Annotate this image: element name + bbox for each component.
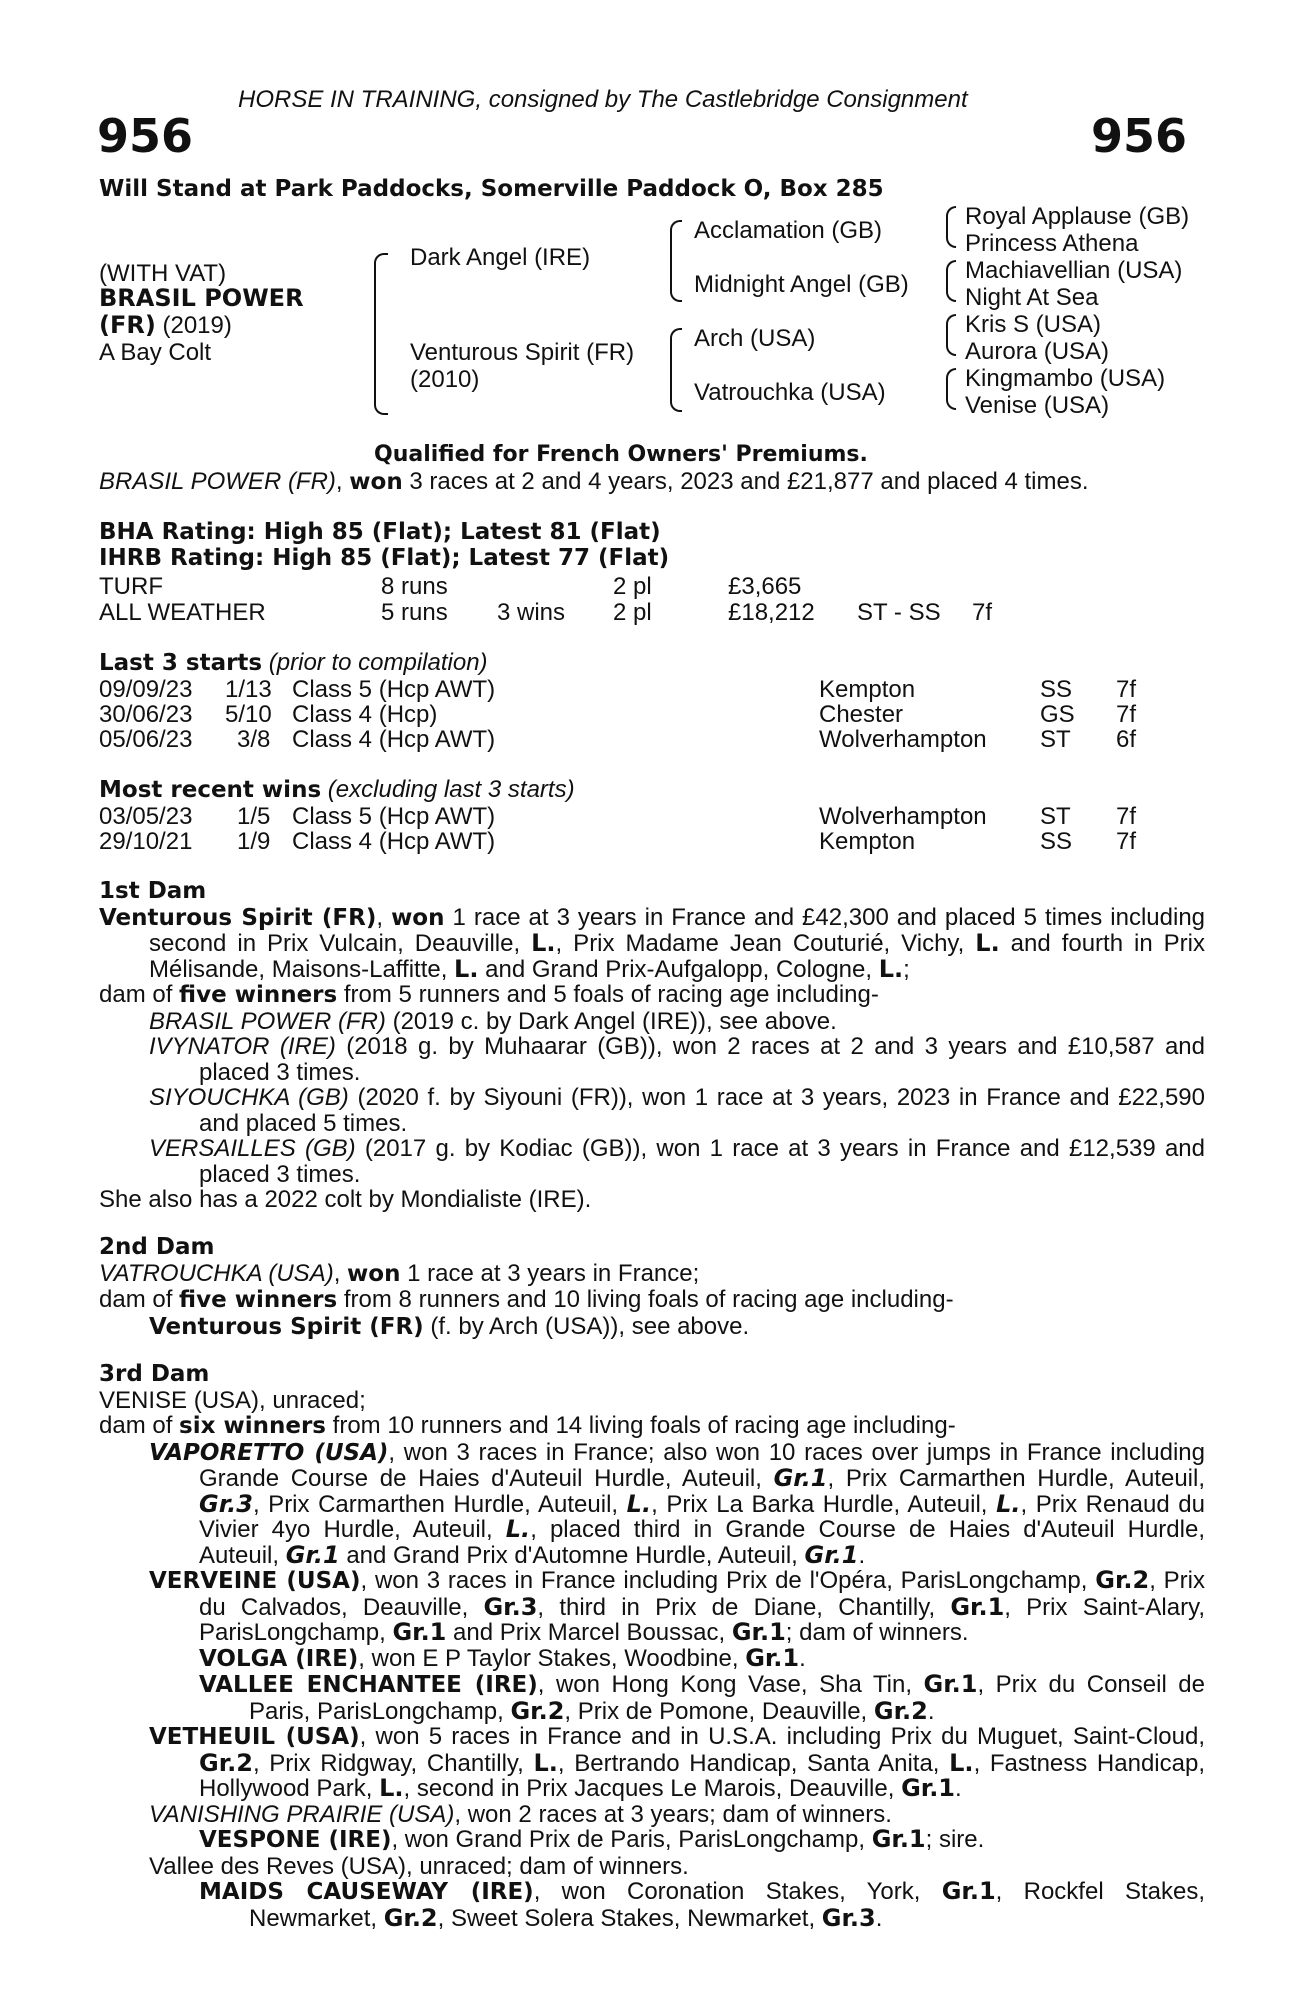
- progeny-name: VERSAILLES (GB): [149, 1135, 356, 1162]
- race-date: 05/06/23: [99, 726, 193, 753]
- pedigree-brace-sire: [670, 220, 682, 302]
- progeny-entry: [149, 1009, 1205, 1035]
- vat-note: (WITH VAT): [99, 260, 227, 287]
- text: from 10 runners and 14 living foals of racing age including-: [325, 1412, 956, 1439]
- group-tag: Gr.1: [923, 1670, 978, 1698]
- won-label: won: [391, 904, 445, 931]
- text: .: [955, 1775, 962, 1802]
- group-tag: Gr.1: [731, 1618, 786, 1646]
- group-tag: Gr.2: [383, 1903, 438, 1932]
- progeny-name: Venturous Spirit (FR): [149, 1313, 424, 1340]
- pedigree-brace-main: [374, 253, 388, 415]
- summary-line: BRASIL POWER (FR), won 3 races at 2 and 4 years, 2023 and £21,877 and placed 4 times.: [99, 468, 1089, 495]
- second-dam-section: [99, 1235, 1205, 1340]
- pedigree-brace-ss: [946, 206, 956, 248]
- horse-name-suffix: [99, 313, 232, 338]
- text: , Prix Saint-Alary, ParisLongchamp,: [199, 1593, 1205, 1646]
- text: 1 race at 3 years in France;: [400, 1259, 700, 1287]
- group-tag: Gr.1: [745, 1643, 800, 1672]
- text: from 8 runners and 10 living foals of racing age including-: [337, 1286, 954, 1313]
- text: , won 3 races in France including Prix de l'Opéra, ParisLongchamp,: [360, 1567, 1096, 1594]
- dam-sire-dam: Aurora (USA): [965, 338, 1110, 365]
- progeny-entry: [149, 1034, 1205, 1085]
- record-placed: 2 pl: [613, 573, 652, 600]
- third-dam-section: [99, 1362, 1205, 1931]
- record-placed: 2 pl: [613, 599, 652, 626]
- text: 1 race at 3 years in France and £42,300 and placed 5 times including second in Prix Vulcain, Deauville,: [149, 903, 1206, 957]
- sire-dam-sire: Machiavellian (USA): [965, 257, 1183, 284]
- listed-tag: L.: [975, 929, 1000, 957]
- text: .: [927, 1697, 935, 1725]
- text: dam of: [99, 1286, 180, 1313]
- second-dam-name: VATROUCHKA (USA): [99, 1259, 334, 1287]
- progeny-entry: Vallee des Reves (USA), unraced; dam of winners.: [149, 1852, 689, 1880]
- text: and Prix Marcel Boussac,: [446, 1619, 732, 1646]
- race-row: [99, 676, 1209, 702]
- text: , Rockfel Stakes, Newmarket,: [249, 1878, 1205, 1932]
- text: from 5 runners and 5 foals of racing age including-: [337, 981, 879, 1008]
- listed-tag: L.: [878, 954, 904, 983]
- race-row: [99, 803, 1209, 829]
- race-course: Kempton: [819, 828, 916, 855]
- race-position: 1/9: [237, 828, 271, 855]
- race-position: 1/13: [225, 676, 272, 703]
- third-dam-heading: 3rd Dam: [99, 1361, 210, 1387]
- race-date: 03/05/23: [99, 803, 193, 830]
- text: dam of: [99, 1412, 180, 1439]
- race-class: Class 5 (Hcp AWT): [292, 676, 496, 703]
- text: , Sweet Solera Stakes, Newmarket,: [437, 1904, 822, 1932]
- record-surface: TURF: [99, 573, 163, 600]
- text: .: [875, 1904, 883, 1932]
- first-dam-paragraph: Venturous Spirit (FR), won 1 race at 3 years in France and £42,300 and placed 5 times including second in Prix Vulcain, Deauville, L., Prix Madame Jean Couturié, Vichy, L. and fourth in Prix Mélisande, Maisons-Laffitte, L. and Grand Prix-Aufgalopp, Cologne, L.;: [99, 903, 1206, 983]
- race-date: 30/06/23: [99, 701, 193, 728]
- progeny-name: VANISHING PRAIRIE (USA): [149, 1800, 455, 1828]
- stand-location: Will Stand at Park Paddocks, Somerville Paddock O, Box 285: [99, 176, 884, 202]
- progeny-entry: [149, 1568, 1205, 1646]
- text: , won Coronation Stakes, York,: [533, 1878, 942, 1905]
- text: , Bertrando Handicap, Santa Anita,: [557, 1749, 950, 1777]
- record-runs: 8 runs: [381, 573, 448, 600]
- race-distance: 7f: [1116, 701, 1137, 728]
- race-class: Class 4 (Hcp AWT): [292, 726, 496, 753]
- text: , Prix Madame Jean Couturié, Vichy,: [555, 930, 976, 957]
- dam-dam-sire: Kingmambo (USA): [965, 365, 1166, 392]
- progeny-name: BRASIL POWER (FR): [149, 1007, 386, 1035]
- lot-number-left: 956: [97, 109, 194, 163]
- text: , Prix du Calvados, Deauville,: [199, 1567, 1205, 1621]
- first-dam-name: Venturous Spirit (FR): [99, 904, 377, 931]
- listed-tag: L.: [626, 1489, 652, 1518]
- race-course: Kempton: [819, 676, 916, 703]
- progeny-name: VALLEE ENCHANTEE (IRE): [199, 1672, 538, 1698]
- text: (f. by Arch (USA)), see above.: [423, 1312, 750, 1340]
- record-runs: 5 runs: [381, 599, 448, 626]
- race-course: Wolverhampton: [819, 803, 987, 830]
- pedigree-brace-sd: [946, 260, 956, 302]
- text: ; dam of winners.: [785, 1619, 969, 1646]
- group-tag: Gr.3: [199, 1489, 253, 1518]
- progeny-entry: [149, 1085, 1205, 1136]
- group-tag: Gr.2: [510, 1696, 565, 1725]
- text: (2017 g. by Kodiac (GB)), won 1 race at 3 years in France and £12,539 and placed 3 times.: [199, 1135, 1206, 1188]
- third-dam-line: VENISE (USA), unraced;: [99, 1386, 366, 1414]
- dam-sire-sire: Kris S (USA): [965, 311, 1102, 338]
- first-dam-heading: 1st Dam: [99, 878, 207, 904]
- dam-dam-dam: Venise (USA): [965, 392, 1110, 419]
- progeny-name: SIYOUCHKA (GB): [149, 1084, 349, 1111]
- group-tag: Gr.1: [285, 1540, 340, 1569]
- text: , won 3 races in France; also won 10 races over jumps in France including Grande Course de Haies d'Auteuil Hurdle, Auteuil,: [199, 1438, 1205, 1492]
- sire-dam-dam: Night At Sea: [965, 284, 1099, 311]
- text: , won Grand Prix de Paris, ParisLongchamp,: [391, 1826, 872, 1853]
- progeny-name: VOLGA (IRE): [199, 1645, 359, 1672]
- race-going: SS: [1040, 828, 1073, 855]
- sire-name: Dark Angel (IRE): [410, 244, 591, 271]
- group-tag: Gr.3: [483, 1592, 538, 1621]
- summary-horse: BRASIL POWER (FR): [99, 468, 336, 495]
- text: , won 2 races at 3 years; dam of winners.: [454, 1800, 892, 1828]
- text: , Prix Renaud du Vivier 4yo Hurdle, Auteuil,: [199, 1490, 1205, 1543]
- sire-dam: Midnight Angel (GB): [694, 271, 909, 298]
- record-surface: ALL WEATHER: [99, 599, 266, 626]
- group-tag: Gr.1: [773, 1464, 828, 1492]
- last3-title: Last 3 starts: [99, 650, 263, 676]
- race-position: 5/10: [225, 701, 272, 728]
- text: ; sire.: [925, 1826, 985, 1853]
- text: (2019 c. by Dark Angel (IRE)), see above.: [385, 1007, 837, 1035]
- progeny-entry: [149, 1440, 1205, 1569]
- second-dam-heading: 2nd Dam: [99, 1234, 215, 1260]
- progeny-name: VAPORETTO (USA): [149, 1439, 389, 1466]
- dam-sire: Arch (USA): [694, 325, 816, 352]
- horse-year: (2019): [155, 312, 232, 339]
- text: , Prix Ridgway, Chantilly,: [252, 1749, 534, 1777]
- summary-won: won: [349, 469, 403, 495]
- text: (2018 g. by Muhaarar (GB)), won 2 races at 2 and 3 years and £10,587 and placed 3 times.: [199, 1033, 1205, 1086]
- race-distance: 6f: [1116, 726, 1137, 753]
- record-money: £18,212: [728, 599, 815, 626]
- recent-heading: [99, 777, 575, 802]
- recent-title: Most recent wins: [99, 777, 322, 803]
- race-course: Chester: [819, 701, 904, 728]
- first-dam-section: [99, 879, 1205, 1213]
- dam-year: (2010): [410, 366, 480, 393]
- horse-description: A Bay Colt: [99, 339, 212, 366]
- race-class: Class 4 (Hcp AWT): [292, 828, 496, 855]
- group-tag: Gr.1: [871, 1825, 926, 1853]
- race-class: Class 5 (Hcp AWT): [292, 803, 496, 830]
- progeny-entry: [149, 1724, 1205, 1802]
- group-tag: Gr.2: [873, 1696, 928, 1725]
- text: , Fastness Handicap, Hollywood Park,: [199, 1749, 1206, 1802]
- progeny-entry: [199, 1672, 1205, 1724]
- race-distance: 7f: [1116, 828, 1137, 855]
- dam-name: Venturous Spirit (FR): [410, 339, 635, 366]
- winners-count: six winners: [179, 1413, 326, 1439]
- race-going: GS: [1040, 701, 1075, 728]
- race-position: 3/8: [237, 726, 271, 753]
- summary-text: 3 races at 2 and 4 years, 2023 and £21,877 and placed 4 times.: [402, 468, 1089, 495]
- progeny-name: VETHEUIL (USA): [149, 1724, 360, 1750]
- ihrb-rating: IHRB Rating: High 85 (Flat); Latest 77 (Flat): [99, 545, 670, 571]
- sire-sire: Acclamation (GB): [694, 217, 883, 244]
- progeny-entry: [149, 1802, 1205, 1828]
- lot-number-right: 956: [1091, 109, 1188, 163]
- winners-count: five winners: [179, 1287, 338, 1313]
- pedigree-brace-dam: [670, 328, 682, 412]
- progeny-name: VERVEINE (USA): [149, 1568, 361, 1594]
- sire-sire-dam: Princess Athena: [965, 230, 1139, 257]
- listed-tag: L.: [531, 929, 556, 957]
- group-tag: Gr.3: [821, 1903, 876, 1932]
- qualified-note: Qualified for French Owners' Premiums.: [374, 442, 868, 467]
- group-tag: Gr.1: [901, 1774, 956, 1802]
- record-row-turf: [99, 573, 1209, 599]
- race-class: Class 4 (Hcp): [292, 701, 438, 728]
- text: , Prix du Conseil de Paris, ParisLongchamp,: [249, 1671, 1205, 1725]
- group-tag: Gr.2: [1095, 1566, 1150, 1594]
- dam-of-line: [99, 1413, 1205, 1440]
- group-tag: Gr.1: [941, 1877, 996, 1905]
- group-tag: Gr.1: [804, 1540, 859, 1569]
- race-going: SS: [1040, 676, 1073, 703]
- horse-country: (FR): [99, 311, 156, 339]
- text: , won Hong Kong Vase, Sha Tin,: [537, 1671, 924, 1698]
- last3-heading: [99, 650, 488, 675]
- text: , Prix Carmarthen Hurdle, Auteuil,: [252, 1490, 627, 1518]
- listed-tag: L.: [996, 1489, 1021, 1518]
- progeny-name: IVYNATOR (IRE): [149, 1033, 336, 1060]
- race-date: 29/10/21: [99, 828, 193, 855]
- record-row-aw: [99, 599, 1209, 625]
- last3-note: (prior to compilation): [262, 649, 488, 676]
- progeny-name: VESPONE (IRE): [199, 1827, 392, 1853]
- text: .: [858, 1541, 866, 1569]
- second-dam-line: VATROUCHKA (USA), won 1 race at 3 years in France;: [99, 1259, 700, 1287]
- text: , Prix La Barka Hurdle, Auteuil,: [651, 1490, 997, 1518]
- race-date: 09/09/23: [99, 676, 193, 703]
- dam-of-line: [99, 1287, 1205, 1314]
- text: and fourth in Prix Mélisande, Maisons-Laffitte,: [149, 930, 1206, 983]
- progeny-entry: [199, 1827, 1205, 1854]
- recent-note: (excluding last 3 starts): [321, 776, 575, 803]
- text: , third in Prix de Diane, Chantilly,: [537, 1593, 951, 1621]
- bha-rating: BHA Rating: High 85 (Flat); Latest 81 (Flat): [99, 519, 661, 545]
- text: and Grand Prix d'Automne Hurdle, Auteuil,: [339, 1541, 805, 1569]
- text: ;: [903, 955, 910, 983]
- text: dam of: [99, 981, 180, 1008]
- text: , Prix Carmarthen Hurdle, Auteuil,: [827, 1465, 1206, 1492]
- dam-of-line: [99, 982, 1205, 1009]
- text: , won E P Taylor Stakes, Woodbine,: [358, 1644, 746, 1672]
- text: , won 5 races in France and in U.S.A. including Prix du Muguet, Saint-Cloud,: [359, 1723, 1205, 1750]
- text: , placed third in Grande Course de Haies d'Auteuil Hurdle, Auteuil,: [199, 1516, 1205, 1569]
- winners-count: five winners: [179, 982, 338, 1008]
- sire-sire-sire: Royal Applause (GB): [965, 203, 1190, 230]
- horse-name: BRASIL POWER: [99, 284, 304, 312]
- race-distance: 7f: [1116, 676, 1137, 703]
- record-money: £3,665: [728, 573, 802, 600]
- group-tag: Gr.2: [199, 1748, 253, 1777]
- also-note: She also has a 2022 colt by Mondialiste (IRE).: [99, 1186, 592, 1213]
- race-row: [99, 701, 1209, 727]
- listed-tag: L.: [949, 1748, 974, 1777]
- race-course: Wolverhampton: [819, 726, 987, 753]
- record-distance: 7f: [972, 599, 993, 626]
- consignment-line: HORSE IN TRAINING, consigned by The Castlebridge Consignment: [238, 86, 968, 113]
- race-row: [99, 726, 1209, 752]
- listed-tag: L.: [379, 1774, 404, 1802]
- progeny-name: MAIDS CAUSEWAY (IRE): [199, 1879, 534, 1905]
- text: , Prix de Pomone, Deauville,: [564, 1697, 874, 1725]
- won-label: won: [347, 1260, 401, 1287]
- text: .: [799, 1644, 806, 1672]
- listed-tag: L.: [454, 954, 479, 983]
- text: , second in Prix Jacques Le Marois, Deauville,: [403, 1775, 902, 1802]
- race-going: ST: [1040, 726, 1071, 753]
- progeny-entry: [199, 1643, 1205, 1673]
- group-tag: Gr.1: [950, 1592, 1005, 1621]
- race-position: 1/5: [237, 803, 271, 830]
- progeny-entry: [199, 1879, 1205, 1931]
- race-going: ST: [1040, 803, 1071, 830]
- record-going: ST - SS: [857, 599, 941, 626]
- pedigree-brace-dd: [946, 368, 956, 410]
- race-row: [99, 828, 1209, 854]
- race-distance: 7f: [1116, 803, 1137, 830]
- progeny-entry: [149, 1136, 1205, 1187]
- record-wins: 3 wins: [497, 599, 566, 626]
- listed-tag: L.: [505, 1515, 531, 1543]
- listed-tag: L.: [533, 1748, 558, 1777]
- progeny-entry: [149, 1314, 1205, 1341]
- group-tag: Gr.1: [392, 1618, 447, 1646]
- dam-dam: Vatrouchka (USA): [694, 379, 886, 406]
- text: and Grand Prix-Aufgalopp, Cologne,: [478, 955, 879, 983]
- pedigree-brace-ds: [946, 314, 956, 356]
- text: (2020 f. by Siyouni (FR)), won 1 race at 3 years, 2023 in France and £22,590 and placed 5 times.: [199, 1084, 1205, 1137]
